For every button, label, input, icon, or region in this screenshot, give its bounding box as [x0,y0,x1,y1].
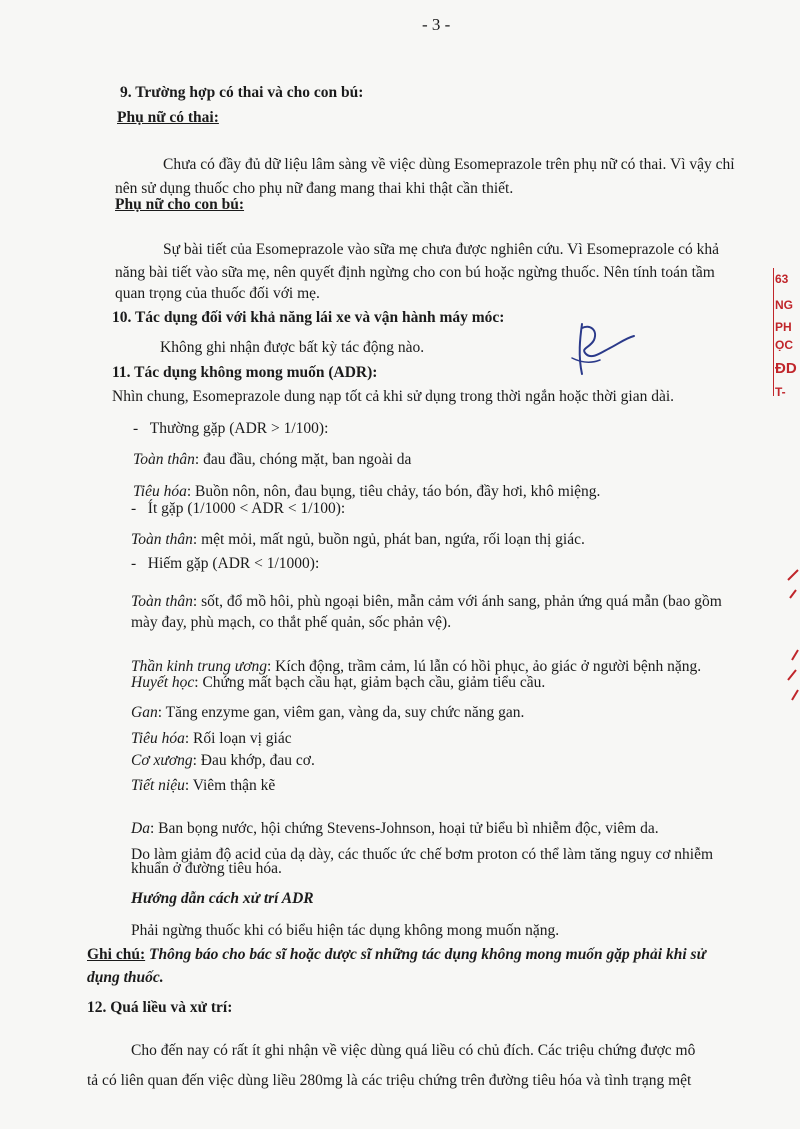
stamp-line-4: ỌC [775,338,793,352]
section-10-text: Không ghi nhận được bất kỳ tác động nào. [160,339,425,356]
note-line-1: Ghi chú: Thông báo cho bác sĩ hoặc dược sĩ những tác dụng không mong muốn gặp phải khi sử [87,946,706,963]
acid-line-2: khuẩn ở đường tiêu hóa. [131,860,282,877]
section-12-line-2: tả có liên quan đến việc dùng liều 280mg là các triệu chứng trên đường tiêu hóa và tình trạng mệt [87,1072,692,1089]
rare-body-1: Toàn thân: sốt, đổ mồ hôi, phù ngoại biên, mẫn cảm với ánh sang, phản ứng quá mẫn (bao gồm [131,593,722,610]
acid-line-1: Do làm giảm độ acid của dạ dày, các thuốc ức chế bơm proton có thể làm tăng nguy cơ nhiễm [131,846,714,863]
section-12-line-1: Cho đến nay có rất ít ghi nhận về việc dùng quá liều có chủ đích. Các triệu chứng được mô [131,1042,696,1059]
page-number: - 3 - [422,15,451,34]
rare-msk: Cơ xương: Đau khớp, đau cơ. [131,752,315,769]
stamp-line-1: 63 [775,272,789,286]
note-line-2: dụng thuốc. [87,969,164,986]
rare-uro: Tiết niệu: Viêm thận kẽ [131,777,276,794]
stamp-line-6: T- [775,385,786,399]
pregnant-line-2: nên sử dụng thuốc cho phụ nữ đang mang thai khi thật cần thiết. [115,180,514,197]
adr-guide-text: Phải ngừng thuốc khi có biểu hiện tác dụng không mong muốn nặng. [131,922,560,939]
section-11-intro: Nhìn chung, Esomeprazole dung nạp tốt cả khi sử dụng trong thời ngắn hoặc thời gian dài. [112,388,675,405]
rare-label: - Hiếm gặp (ADR < 1/1000): [131,555,320,572]
rare-cns: Thần kinh trung ương: Kích động, trầm cảm, lú lẫn có hồi phục, ảo giác ở người bệnh nặng. [131,658,702,675]
common-body: Toàn thân: đau đầu, chóng mặt, ban ngoài da [133,451,412,468]
rare-body-2: mày đay, phù mạch, co thắt phế quản, sốc phản vệ). [131,614,452,631]
section-10-heading: 10. Tác dụng đối với khả năng lái xe và vận hành máy móc: [112,309,505,326]
nursing-line-1: Sự bài tiết của Esomeprazole vào sữa mẹ chưa được nghiên cứu. Vì Esomeprazole có khả [163,241,720,258]
stamp-line-2: NG [775,298,793,312]
rare-liver: Gan: Tăng enzyme gan, viêm gan, vàng da, suy chức năng gan. [131,704,525,721]
common-gi: Tiêu hóa: Buồn nôn, nôn, đau bụng, tiêu chảy, táo bón, đầy hơi, khô miệng. [133,483,601,500]
nursing-line-2: năng bài tiết vào sữa mẹ, nên quyết định ngừng cho con bú hoặc ngừng thuốc. Nên tính toán tầm [115,264,715,281]
uncommon-label: - Ít gặp (1/1000 < ADR < 1/100): [131,500,346,517]
adr-guide-heading: Hướng dẫn cách xử trí ADR [131,890,314,907]
section-9-heading: 9. Trường hợp có thai và cho con bú: [120,84,364,101]
section-11-heading: 11. Tác dụng không mong muốn (ADR): [112,364,378,381]
pregnant-line-1: Chưa có đầy đủ dữ liệu lâm sàng về việc dùng Esomeprazole trên phụ nữ có thai. Vì vậy chỉ [163,156,735,173]
section-12-heading: 12. Quá liều và xử trí: [87,999,233,1016]
pregnant-label: Phụ nữ có thai: [117,109,219,126]
uncommon-body: Toàn thân: mệt mỏi, mất ngủ, buồn ngủ, phát ban, ngứa, rối loạn thị giác. [131,531,585,548]
stamp-fragment-icon [784,560,800,720]
nursing-line-3: quan trọng của thuốc đối với mẹ. [115,285,320,302]
rare-gi: Tiêu hóa: Rối loạn vị giác [131,730,292,747]
stamp-border [773,268,774,396]
stamp-line-5: ĐD [775,360,797,377]
signature-icon [560,318,640,380]
common-label: - Thường gặp (ADR > 1/100): [133,420,329,437]
stamp-line-3: PH [775,320,792,334]
rare-blood: Huyết học: Chứng mất bạch cầu hạt, giảm bạch cầu, giảm tiểu cầu. [131,674,546,691]
nursing-label: Phụ nữ cho con bú: [115,196,245,213]
rare-skin: Da: Ban bọng nước, hội chứng Stevens-Johnson, hoại tử biểu bì nhiễm độc, viêm da. [131,820,659,837]
